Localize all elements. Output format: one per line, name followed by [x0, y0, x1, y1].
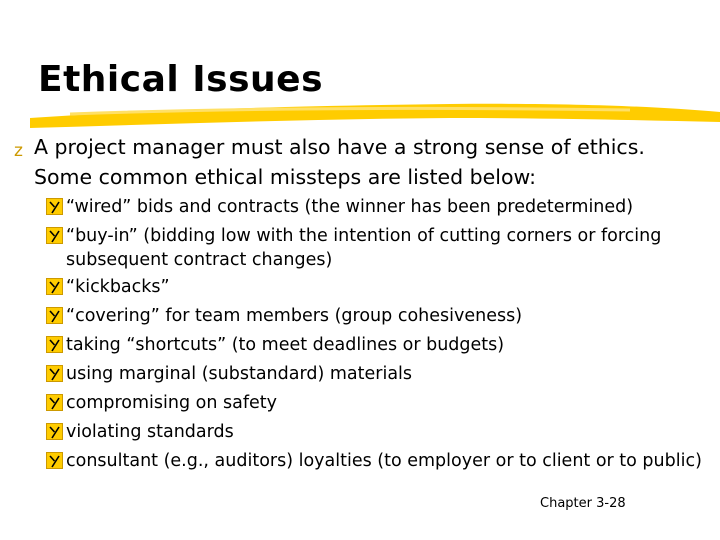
y-check-box-icon [46, 336, 63, 353]
list-item-text: violating standards [66, 422, 234, 442]
slide-title: Ethical Issues [38, 59, 323, 100]
list-item [46, 418, 716, 447]
list-item [46, 360, 716, 389]
list-item [46, 224, 716, 272]
list-item [46, 193, 716, 222]
y-check-box-icon [46, 423, 63, 440]
y-check-box-icon [46, 278, 63, 295]
missteps-list [46, 193, 716, 476]
list-item [46, 331, 716, 360]
list-item-text: “wired” bids and contracts (the winner has been predetermined) [66, 197, 634, 217]
list-item-text: using marginal (substandard) materials [66, 364, 413, 384]
list-item-text: consultant (e.g., auditors) loyalties (to employer or to client or to public) [66, 451, 702, 471]
y-check-box-icon [46, 452, 63, 469]
list-item [46, 447, 716, 476]
list-item-text: “kickbacks” [66, 277, 170, 297]
list-item [46, 389, 716, 418]
main-bullet-text: A project manager must also have a strong sense of ethics. Some common ethical missteps are listed below: [34, 135, 645, 189]
y-check-box-icon [46, 365, 63, 382]
list-item [46, 273, 716, 302]
list-item-text: taking “shortcuts” (to meet deadlines or budgets) [66, 335, 505, 355]
list-item-text: “buy-in” (bidding low with the intention of cutting corners or forcing subsequent contract changes) [66, 226, 662, 270]
slide-footer: Chapter 3-28 [540, 496, 626, 511]
y-check-box-icon [46, 198, 63, 215]
y-check-box-icon [46, 307, 63, 324]
list-item-text: “covering” for team members (group cohesiveness) [66, 306, 523, 326]
y-check-box-icon [46, 227, 63, 244]
list-item [46, 302, 716, 331]
main-bullet [14, 132, 704, 192]
z-bullet-icon: z [14, 141, 23, 161]
y-check-box-icon [46, 394, 63, 411]
list-item-text: compromising on safety [66, 393, 277, 413]
title-underline-brush [30, 98, 720, 132]
